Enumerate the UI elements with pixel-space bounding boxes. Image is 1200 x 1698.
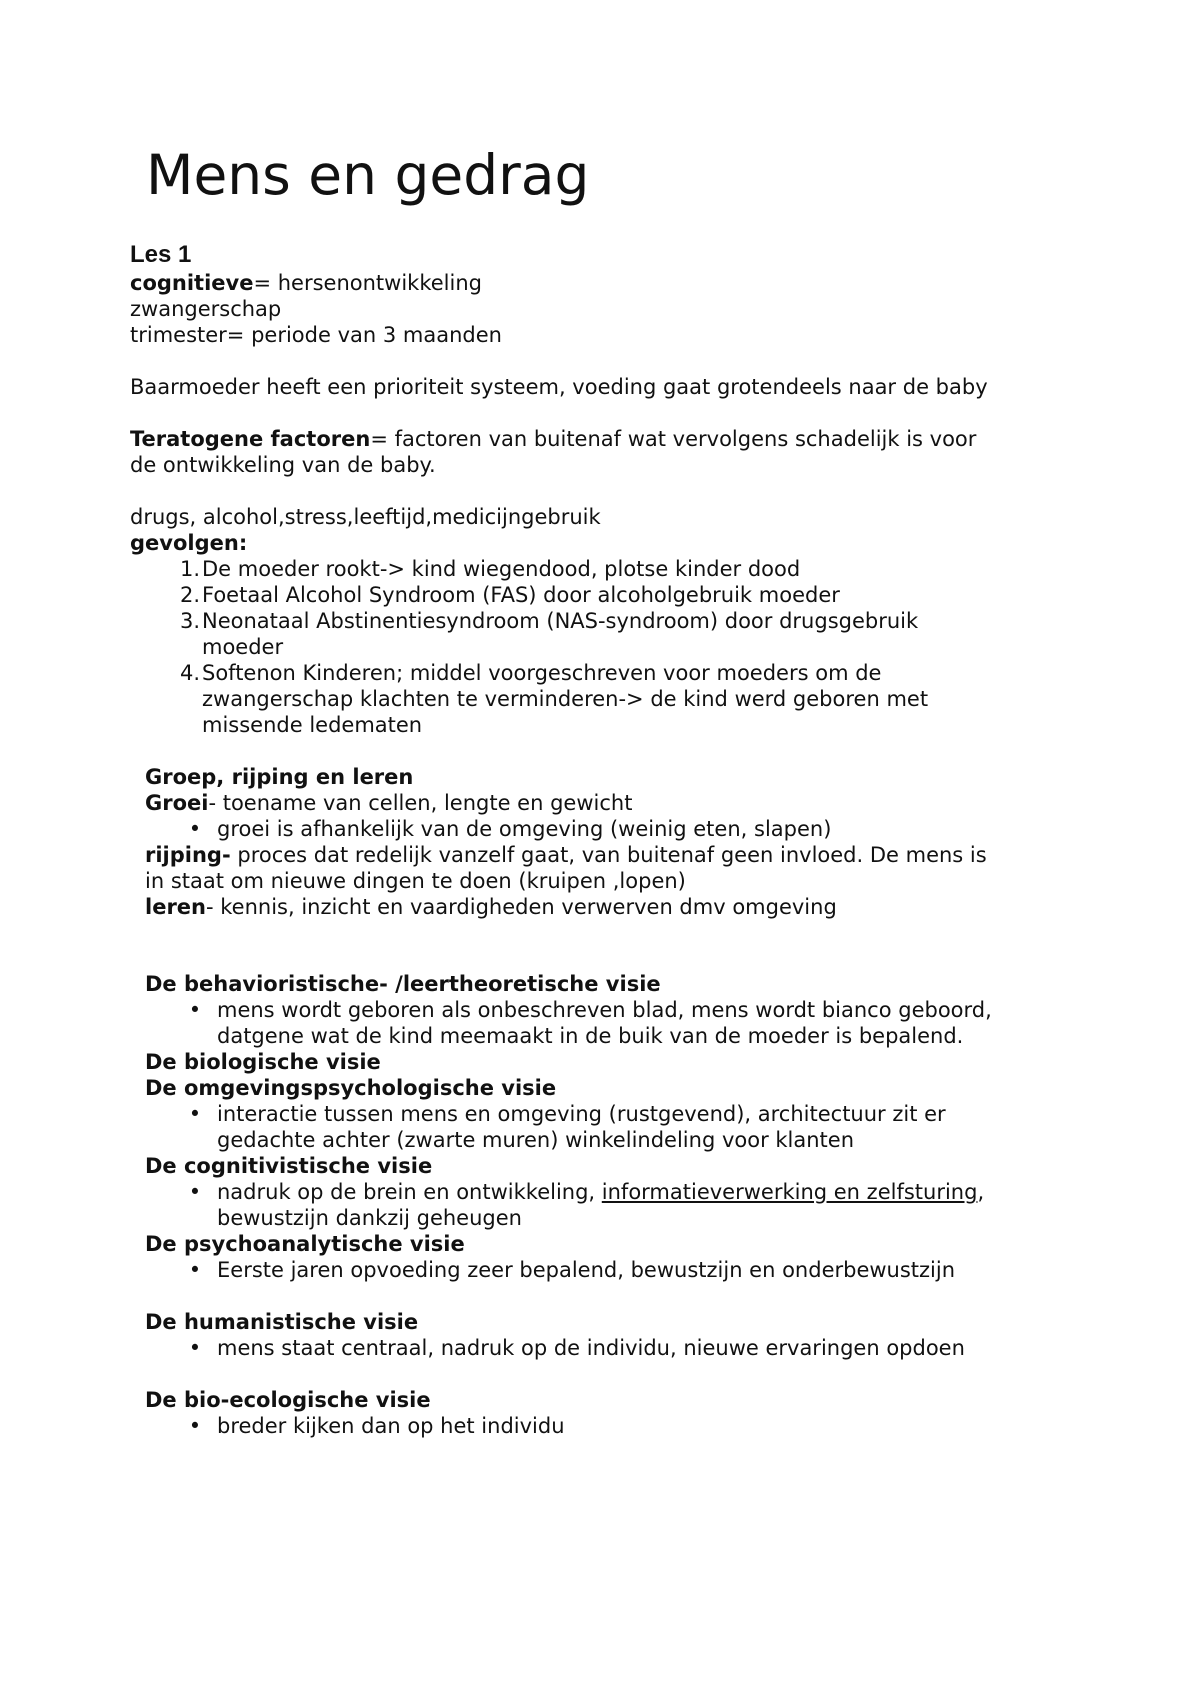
list-item [145, 816, 1080, 842]
term: rijping- [145, 843, 231, 867]
definition-cognitieve [130, 270, 1080, 296]
definition: - toename van cellen, lengte en gewicht [208, 791, 633, 815]
hum-bullets [145, 1335, 1080, 1361]
heading-humanistische-visie: De humanistische visie [145, 1310, 419, 1334]
section-heading-les-1: Les 1 [130, 241, 192, 268]
line-zwangerschap: zwangerschap [130, 297, 282, 321]
definition: = factoren van buitenaf wat vervolgens schadelijk is voor [370, 427, 977, 451]
document-title: Mens en gedrag [146, 143, 590, 207]
behav-bullets [145, 997, 1080, 1049]
heading-behavioristische-visie: De behavioristische- /leertheoretische visie [145, 972, 661, 996]
list-item-text: groei is afhankelijk van de omgeving (weinig eten, slapen) [217, 817, 832, 841]
bullet-icon: • [188, 817, 202, 841]
definition-rijping [145, 842, 1080, 868]
bullet-icon: • [188, 1258, 202, 1282]
list-item-text: gedachte achter (zwarte muren) winkelindeling voor klanten [217, 1128, 855, 1152]
bullet-icon: • [188, 1414, 202, 1438]
psy-bullets [145, 1257, 1080, 1283]
list-item [145, 1101, 1080, 1153]
list-item-text: datgene wat de kind meemaakt in de buik van de moeder is bepalend. [217, 1024, 964, 1048]
gevolgen-label: gevolgen: [130, 531, 248, 555]
cog-bullets [145, 1179, 1080, 1231]
term: Teratogene factoren [130, 427, 371, 451]
list-item-text: Softenon Kinderen; middel voorgeschreven voor moeders om de [202, 661, 882, 685]
list-item [130, 556, 1080, 582]
list-item-text: mens wordt geboren als onbeschreven blad, mens wordt bianco geboord, [217, 998, 992, 1022]
text: , [977, 1180, 985, 1204]
list-item [130, 608, 1080, 660]
eco-bullets [145, 1413, 1080, 1439]
line-drugs: drugs, alcohol,stress,leeftijd,medicijngebruik [130, 505, 601, 529]
heading-biologische-visie: De biologische visie [145, 1050, 381, 1074]
definition-leren [145, 894, 1080, 920]
underlined-text: informatieverwerking en zelfsturing [601, 1180, 978, 1204]
heading-psychoanalytische-visie: De psychoanalytische visie [145, 1232, 465, 1256]
heading-omgevingspsychologische-visie: De omgevingspsychologische visie [145, 1076, 557, 1100]
visies-section [145, 971, 1080, 1439]
definition-teratogene-cont: de ontwikkeling van de baby. [130, 453, 436, 477]
definition-rijping-cont: in staat om nieuwe dingen te doen (kruipen ,lopen) [145, 869, 686, 893]
term: Groei [145, 791, 209, 815]
term: leren [145, 895, 206, 919]
list-item [145, 1413, 1080, 1439]
list-item-text: Eerste jaren opvoeding zeer bepalend, bewustzijn en onderbewustzijn [217, 1258, 956, 1282]
list-item [145, 1257, 1080, 1283]
list-item-text: breder kijken dan op het individu [217, 1414, 565, 1438]
list-item-text: interactie tussen mens en omgeving (rustgevend), architectuur zit er [217, 1102, 946, 1126]
bullet-icon: • [188, 1336, 202, 1360]
groei-bullets [145, 816, 1080, 842]
list-item [130, 582, 1080, 608]
section-heading-groep: Groep, rijping en leren [145, 765, 414, 789]
list-item [130, 660, 1080, 738]
list-number: 3. [180, 609, 201, 633]
list-item-text: Foetaal Alcohol Syndroom (FAS) door alcoholgebruik moeder [202, 583, 840, 607]
definition-teratogene [130, 426, 1080, 452]
definition-trimester: trimester= periode van 3 maanden [130, 323, 502, 347]
groep-section [145, 764, 1080, 920]
list-item-text: mens staat centraal, nadruk op de individu, nieuwe ervaringen opdoen [217, 1336, 965, 1360]
heading-cognitivistische-visie: De cognitivistische visie [145, 1154, 433, 1178]
list-item [145, 997, 1080, 1049]
definitions-block [130, 270, 1080, 738]
definition: - kennis, inzicht en vaardigheden verwerven dmv omgeving [206, 895, 837, 919]
list-item-text: bewustzijn dankzij geheugen [217, 1206, 522, 1230]
list-item-text: moeder [202, 635, 284, 659]
blank-line [145, 1283, 1080, 1309]
bullet-icon: • [188, 1180, 202, 1204]
blank-line [130, 348, 1080, 374]
list-item-text [217, 1179, 1080, 1205]
blank-line [130, 478, 1080, 504]
definition-groei [145, 790, 1080, 816]
bullet-icon: • [188, 998, 202, 1022]
definition: proces dat redelijk vanzelf gaat, van buitenaf geen invloed. De mens is [230, 843, 987, 867]
paragraph-baarmoeder: Baarmoeder heeft een prioriteit systeem, voeding gaat grotendeels naar de baby [130, 375, 988, 399]
list-item [145, 1179, 1080, 1231]
blank-line [130, 400, 1080, 426]
list-item [145, 1335, 1080, 1361]
list-item-text: De moeder rookt-> kind wiegendood, plotse kinder dood [202, 557, 801, 581]
list-number: 2. [180, 583, 201, 607]
omg-bullets [145, 1101, 1080, 1153]
term: cognitieve [130, 271, 254, 295]
blank-line [145, 1361, 1080, 1387]
heading-bio-ecologische-visie: De bio-ecologische visie [145, 1388, 431, 1412]
list-number: 1. [180, 557, 201, 581]
list-item-text: missende ledematen [202, 713, 423, 737]
list-item-text: zwangerschap klachten te verminderen-> de kind werd geboren met [202, 687, 929, 711]
text: nadruk op de brein en ontwikkeling, [217, 1180, 602, 1204]
definition: = hersenontwikkeling [253, 271, 482, 295]
bullet-icon: • [188, 1102, 202, 1126]
gevolgen-list [130, 556, 1080, 738]
list-item-text: Neonataal Abstinentiesyndroom (NAS-syndroom) door drugsgebruik [202, 609, 919, 633]
list-number: 4. [180, 661, 201, 685]
